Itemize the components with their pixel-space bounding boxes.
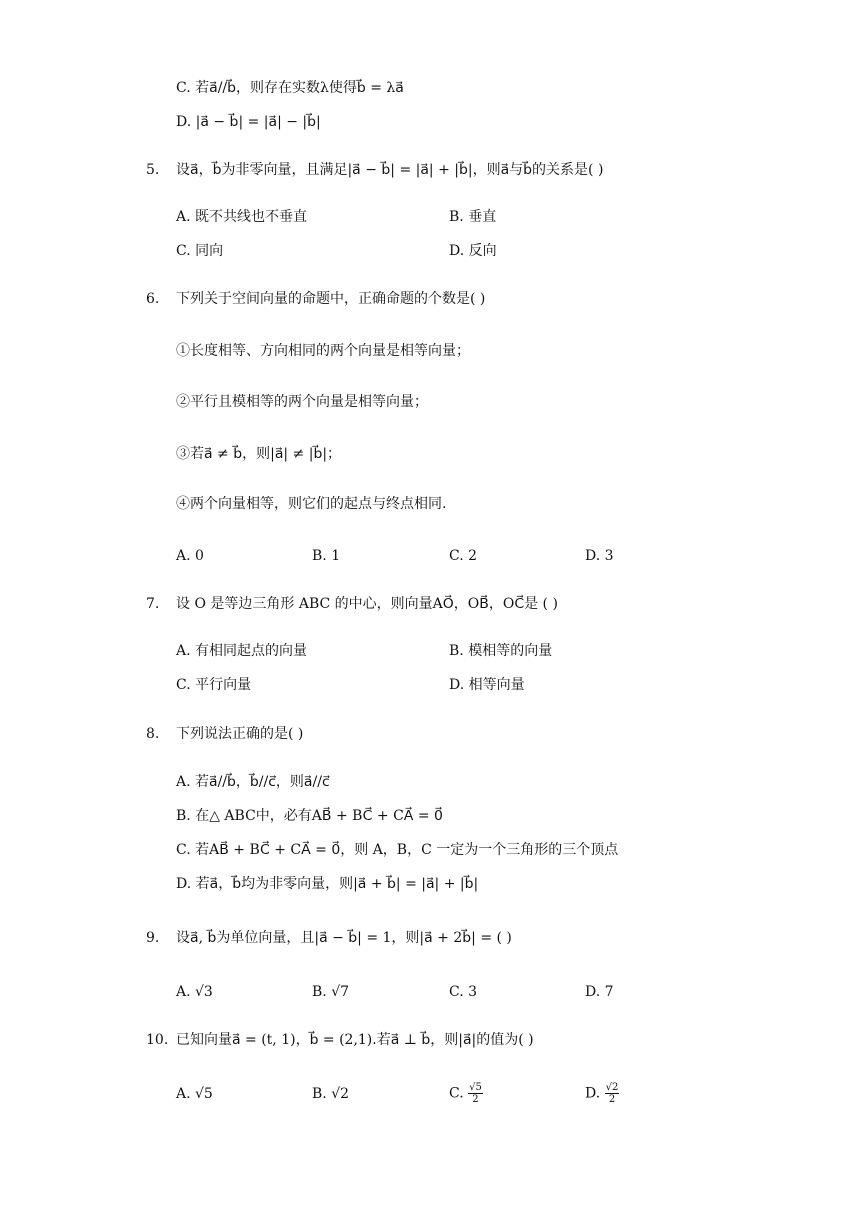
question-8-option-d: D. 若a⃗，b⃗均为非零向量，则|a⃗ + b⃗| = |a⃗| + |b⃗| [176,876,479,892]
question-5-option-b: B. 垂直 [449,209,497,225]
fraction-denominator: 2 [472,1094,479,1105]
question-7-stem: 设 O 是等边三角形 ABC 的中心，则向量AO⃗，OB⃗，OC⃗是 ( ) [176,596,558,612]
fraction-numerator: √2 [605,1082,619,1093]
option-d-label: D. [585,1085,601,1102]
question-5-number: 5. [146,162,160,178]
question-6-option-a: A. 0 [176,548,204,564]
fraction-denominator: 2 [608,1094,616,1105]
question-6-option-b: B. 1 [312,548,341,564]
question-5-stem: 设a⃗，b⃗为非零向量，且满足|a⃗ − b⃗| = |a⃗| + |b⃗|，则a⃗与b⃗的关系是( ) [176,162,604,178]
option-c-label: C. [449,1085,464,1102]
question-9-option-b: B. √7 [312,984,350,1000]
question-10-option-a: A. √5 [176,1086,213,1102]
question-7-option-a: A. 有相同起点的向量 [176,643,308,659]
question-8-option-b: B. 在△ ABC中，必有AB⃗ + BC⃗ + CA⃗ = 0⃗ [176,808,443,824]
question-6-statement-1: ①长度相等、方向相同的两个向量是相等向量； [176,343,470,359]
fraction-sqrt5-over-2 [468,1082,483,1105]
question-9-option-a: A. √3 [176,984,213,1000]
fraction-sqrt2-over-2 [605,1082,620,1105]
question-8-option-c: C. 若AB⃗ + BC⃗ + CA⃗ = 0⃗，则 A，B，C 一定为一个三角形的三个顶点 [176,842,619,858]
prev-option-d: D. |a⃗ − b⃗| = |a⃗| − |b⃗| [176,114,321,130]
prev-option-c: C. 若a⃗//b⃗，则存在实数λ使得b⃗ = λa⃗ [176,80,404,96]
fraction-numerator: √5 [469,1082,482,1093]
question-9-option-d: D. 7 [585,984,614,1000]
question-6-option-c: C. 2 [449,548,478,564]
question-6-stem: 下列关于空间向量的命题中，正确命题的个数是( ) [176,291,486,307]
question-9-number: 9. [146,930,160,946]
question-6-statement-4: ④两个向量相等，则它们的起点与终点相同. [176,496,447,512]
question-10-number: 10. [146,1032,169,1048]
question-6-statement-3: ③若a⃗ ≠ b⃗，则|a⃗| ≠ |b⃗|； [176,446,342,462]
question-6-number: 6. [146,291,160,307]
question-8-stem: 下列说法正确的是( ) [176,726,304,742]
question-10-option-c [449,1082,483,1105]
question-5-option-d: D. 反向 [449,243,497,259]
question-9-option-c: C. 3 [449,984,478,1000]
question-6-statement-2: ②平行且模相等的两个向量是相等向量； [176,394,428,410]
question-10-option-b: B. √2 [312,1086,350,1102]
question-9-stem: 设a⃗, b⃗为单位向量，且|a⃗ − b⃗| = 1，则|a⃗ + 2b⃗| = ( ) [176,930,512,946]
question-6-option-d: D. 3 [585,548,614,564]
question-7-number: 7. [146,596,160,612]
question-7-option-d: D. 相等向量 [449,677,525,693]
question-7-option-b: B. 模相等的向量 [449,643,553,659]
question-8-option-a: A. 若a⃗//b⃗，b⃗//c⃗，则a⃗//c⃗ [176,774,330,790]
question-10-stem: 已知向量a⃗ = (t, 1)，b⃗ = (2,1).若a⃗ ⊥ b⃗，则|a⃗|的值为( ) [176,1032,534,1048]
question-5-option-a: A. 既不共线也不垂直 [176,209,308,225]
question-10-option-d [585,1082,619,1105]
question-7-option-c: C. 平行向量 [176,677,252,693]
question-8-number: 8. [146,726,160,742]
question-5-option-c: C. 同向 [176,243,224,259]
